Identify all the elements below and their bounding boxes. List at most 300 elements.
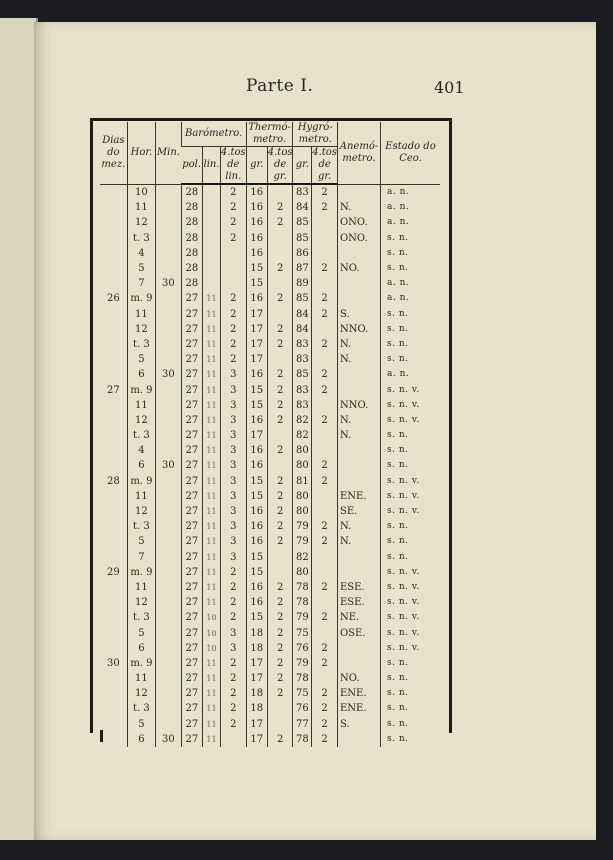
cell-min bbox=[156, 443, 182, 458]
cell-anemometro: ENE. bbox=[337, 489, 380, 504]
group-hygrometro: Hygró-metro. bbox=[293, 122, 337, 147]
cell-pol: 28 bbox=[181, 261, 202, 276]
col-therm-quartos: 4.tos de gr. bbox=[267, 147, 293, 182]
cell-hygro-quartos bbox=[312, 671, 338, 686]
cell-lin: 11 bbox=[203, 671, 221, 686]
cell-day bbox=[100, 398, 127, 413]
cell-lin: 10 bbox=[203, 625, 221, 640]
cell-quartos-lin: 2 bbox=[220, 200, 246, 215]
cell-hygro-gr: 80 bbox=[293, 504, 312, 519]
cell-estado: s. n. bbox=[381, 534, 441, 549]
cell-day: 30 bbox=[106, 657, 120, 669]
cell-min: 30 bbox=[156, 732, 182, 747]
cell-hour: t. 3 bbox=[127, 428, 155, 443]
cell-anemometro: SE. bbox=[337, 504, 380, 519]
cell-day bbox=[100, 443, 127, 458]
cell-pol: 27 bbox=[181, 625, 202, 640]
cell-pol: 27 bbox=[181, 413, 202, 428]
cell-hygro-quartos: 2 bbox=[312, 701, 338, 716]
cell-min: 30 bbox=[156, 458, 182, 473]
cell-lin: 11 bbox=[203, 504, 221, 519]
table-row bbox=[100, 276, 440, 291]
cell-lin: 10 bbox=[203, 641, 221, 656]
cell-estado: s. n. v. bbox=[381, 413, 441, 428]
cell-hour: 11 bbox=[127, 671, 155, 686]
cell-min bbox=[156, 261, 182, 276]
cell-day bbox=[100, 580, 127, 595]
page-number: 401 bbox=[434, 78, 465, 97]
cell-pol: 27 bbox=[181, 656, 202, 671]
cell-min bbox=[156, 474, 182, 489]
cell-therm-gr: 15 bbox=[246, 382, 267, 397]
col-pol: pol. bbox=[181, 147, 202, 185]
cell-hygro-quartos: 2 bbox=[312, 413, 338, 428]
cell-hygro-gr: 83 bbox=[293, 337, 312, 352]
table-row bbox=[100, 200, 440, 215]
cell-hygro-quartos: 2 bbox=[312, 717, 338, 732]
cell-therm-quartos: 2 bbox=[267, 215, 293, 230]
cell-hygro-gr: 84 bbox=[293, 322, 312, 337]
cell-pol: 27 bbox=[181, 474, 202, 489]
cell-lin: 11 bbox=[203, 291, 221, 306]
cell-estado: s. n. v. bbox=[381, 595, 441, 610]
cell-lin bbox=[203, 276, 221, 291]
cell-therm-quartos bbox=[267, 307, 293, 322]
cell-pol: 28 bbox=[181, 276, 202, 291]
cell-quartos-lin: 3 bbox=[220, 382, 246, 397]
cell-min bbox=[156, 717, 182, 732]
cell-quartos-lin: 2 bbox=[220, 215, 246, 230]
cell-hygro-quartos: 2 bbox=[312, 307, 338, 322]
cell-pol: 28 bbox=[181, 200, 202, 215]
cell-hour: 5 bbox=[127, 625, 155, 640]
table-row bbox=[100, 701, 440, 716]
cell-hygro-gr: 80 bbox=[293, 458, 312, 473]
cell-therm-gr: 16 bbox=[246, 215, 267, 230]
cell-therm-gr: 15 bbox=[246, 550, 267, 565]
cell-pol: 27 bbox=[181, 519, 202, 534]
cell-lin: 11 bbox=[203, 474, 221, 489]
cell-estado: s. n. bbox=[381, 717, 441, 732]
cell-min bbox=[156, 246, 182, 261]
cell-pol: 28 bbox=[181, 231, 202, 246]
book-page bbox=[34, 22, 596, 840]
cell-therm-quartos: 2 bbox=[267, 625, 293, 640]
cell-hygro-gr: 78 bbox=[293, 671, 312, 686]
cell-hour: 5 bbox=[127, 352, 155, 367]
cell-therm-quartos: 2 bbox=[267, 398, 293, 413]
cell-lin: 11 bbox=[203, 595, 221, 610]
cell-quartos-lin: 3 bbox=[220, 398, 246, 413]
table-row bbox=[100, 458, 440, 473]
cell-lin: 11 bbox=[203, 337, 221, 352]
cell-estado: s. n. bbox=[381, 443, 441, 458]
cell-therm-quartos bbox=[267, 550, 293, 565]
cell-estado: s. n. v. bbox=[381, 398, 441, 413]
cell-hygro-gr: 79 bbox=[293, 610, 312, 625]
cell-day bbox=[100, 489, 127, 504]
cell-anemometro: N. bbox=[337, 200, 380, 215]
cell-day bbox=[100, 322, 127, 337]
cell-quartos-lin: 2 bbox=[220, 595, 246, 610]
col-dias: Dias do mez. bbox=[100, 122, 127, 184]
cell-hygro-quartos: 2 bbox=[312, 580, 338, 595]
cell-lin: 11 bbox=[203, 322, 221, 337]
cell-pol: 27 bbox=[181, 732, 202, 747]
cell-day bbox=[100, 519, 127, 534]
table-row bbox=[100, 246, 440, 261]
cell-hygro-quartos: 2 bbox=[312, 382, 338, 397]
cell-min bbox=[156, 428, 182, 443]
cell-quartos-lin: 3 bbox=[220, 443, 246, 458]
cell-hygro-gr: 80 bbox=[293, 443, 312, 458]
cell-anemometro bbox=[337, 565, 380, 580]
cell-estado: s. n. bbox=[381, 307, 441, 322]
cell-therm-gr: 15 bbox=[246, 276, 267, 291]
cell-hygro-quartos bbox=[312, 489, 338, 504]
cell-therm-quartos: 2 bbox=[267, 519, 293, 534]
cell-estado: s. n. bbox=[381, 322, 441, 337]
table-row bbox=[100, 717, 440, 732]
cell-pol: 28 bbox=[181, 215, 202, 230]
cell-hour: m. 9 bbox=[127, 656, 155, 671]
cell-min bbox=[156, 504, 182, 519]
cell-min bbox=[156, 686, 182, 701]
cell-min bbox=[156, 550, 182, 565]
cell-pol: 27 bbox=[181, 398, 202, 413]
cell-hygro-quartos: 2 bbox=[312, 610, 338, 625]
cell-pol: 27 bbox=[181, 489, 202, 504]
cell-day bbox=[100, 717, 127, 732]
cell-hygro-gr: 78 bbox=[293, 595, 312, 610]
cell-hygro-gr: 80 bbox=[293, 565, 312, 580]
cell-therm-quartos: 2 bbox=[267, 322, 293, 337]
cell-min bbox=[156, 701, 182, 716]
cell-therm-gr: 15 bbox=[246, 489, 267, 504]
table-row bbox=[100, 231, 440, 246]
cell-quartos-lin: 2 bbox=[220, 337, 246, 352]
table-body bbox=[100, 184, 440, 747]
table-row bbox=[100, 671, 440, 686]
cell-quartos-lin: 3 bbox=[220, 458, 246, 473]
cell-therm-quartos bbox=[267, 352, 293, 367]
cell-estado: s. n. v. bbox=[381, 504, 441, 519]
cell-min bbox=[156, 580, 182, 595]
cell-lin: 10 bbox=[203, 610, 221, 625]
cell-therm-quartos: 2 bbox=[267, 261, 293, 276]
cell-pol: 27 bbox=[181, 717, 202, 732]
cell-lin bbox=[203, 184, 221, 200]
cell-min bbox=[156, 519, 182, 534]
cell-hygro-quartos: 2 bbox=[312, 291, 338, 306]
cell-lin bbox=[203, 200, 221, 215]
cell-therm-quartos: 2 bbox=[267, 367, 293, 382]
cell-anemometro: NE. bbox=[337, 610, 380, 625]
cell-hygro-gr: 85 bbox=[293, 367, 312, 382]
cell-quartos-lin: 3 bbox=[220, 367, 246, 382]
cell-therm-gr: 17 bbox=[246, 717, 267, 732]
cell-day bbox=[100, 641, 127, 656]
cell-day bbox=[100, 337, 127, 352]
cell-therm-quartos bbox=[267, 565, 293, 580]
cell-lin: 11 bbox=[203, 382, 221, 397]
cell-estado: s. n. v. bbox=[381, 641, 441, 656]
cell-hygro-gr: 76 bbox=[293, 701, 312, 716]
cell-estado: s. n. v. bbox=[381, 610, 441, 625]
table-row bbox=[100, 184, 440, 200]
cell-hour: m. 9 bbox=[127, 291, 155, 306]
cell-day bbox=[100, 732, 127, 747]
cell-therm-gr: 17 bbox=[246, 322, 267, 337]
cell-hygro-quartos bbox=[312, 231, 338, 246]
cell-estado: s. n. v. bbox=[381, 489, 441, 504]
cell-quartos-lin: 2 bbox=[220, 671, 246, 686]
cell-therm-gr: 17 bbox=[246, 337, 267, 352]
cell-pol: 27 bbox=[181, 595, 202, 610]
cell-hour: 11 bbox=[127, 398, 155, 413]
cell-day bbox=[100, 200, 127, 215]
cell-day bbox=[100, 184, 127, 200]
cell-anemometro: N. bbox=[337, 337, 380, 352]
cell-therm-quartos: 2 bbox=[267, 580, 293, 595]
cell-day bbox=[100, 686, 127, 701]
cell-hour: 7 bbox=[127, 276, 155, 291]
cell-anemometro bbox=[337, 474, 380, 489]
cell-quartos-lin bbox=[220, 261, 246, 276]
cell-min bbox=[156, 352, 182, 367]
cell-therm-quartos: 2 bbox=[267, 413, 293, 428]
cell-hygro-gr: 75 bbox=[293, 625, 312, 640]
cell-lin: 11 bbox=[203, 443, 221, 458]
cell-quartos-lin: 3 bbox=[220, 550, 246, 565]
cell-hygro-quartos bbox=[312, 215, 338, 230]
cell-estado: a. n. bbox=[381, 367, 441, 382]
cell-min bbox=[156, 291, 182, 306]
cell-day bbox=[100, 625, 127, 640]
cell-lin bbox=[203, 231, 221, 246]
table-row bbox=[100, 428, 440, 443]
cell-estado: s. n. bbox=[381, 352, 441, 367]
cell-therm-gr: 16 bbox=[246, 413, 267, 428]
cell-estado: s. n. bbox=[381, 656, 441, 671]
cell-day: 27 bbox=[106, 384, 120, 396]
table-row bbox=[100, 565, 440, 580]
cell-quartos-lin: 2 bbox=[220, 656, 246, 671]
cell-anemometro: N. bbox=[337, 352, 380, 367]
table-row bbox=[100, 474, 440, 489]
cell-hour: 12 bbox=[127, 686, 155, 701]
cell-anemometro: ESE. bbox=[337, 595, 380, 610]
cell-therm-gr: 18 bbox=[246, 701, 267, 716]
cell-estado: s. n. bbox=[381, 519, 441, 534]
cell-pol: 27 bbox=[181, 701, 202, 716]
col-lin: lin. bbox=[203, 147, 221, 185]
cell-hygro-quartos: 2 bbox=[312, 458, 338, 473]
cell-lin: 11 bbox=[203, 656, 221, 671]
cell-hygro-gr: 82 bbox=[293, 428, 312, 443]
cell-quartos-lin: 3 bbox=[220, 474, 246, 489]
cell-day bbox=[100, 550, 127, 565]
cell-anemometro bbox=[337, 246, 380, 261]
cell-therm-gr: 16 bbox=[246, 231, 267, 246]
cell-anemometro bbox=[337, 641, 380, 656]
cell-pol: 27 bbox=[181, 671, 202, 686]
cell-pol: 27 bbox=[181, 565, 202, 580]
cell-therm-quartos: 2 bbox=[267, 443, 293, 458]
cell-lin bbox=[203, 261, 221, 276]
cell-quartos-lin: 3 bbox=[220, 534, 246, 549]
cell-min bbox=[156, 200, 182, 215]
cell-anemometro: ONO. bbox=[337, 215, 380, 230]
cell-anemometro: NNO. bbox=[337, 398, 380, 413]
cell-pol: 27 bbox=[181, 307, 202, 322]
cell-hygro-quartos bbox=[312, 246, 338, 261]
cell-min bbox=[156, 534, 182, 549]
table-row bbox=[100, 443, 440, 458]
cell-hygro-quartos: 2 bbox=[312, 261, 338, 276]
cell-hygro-gr: 86 bbox=[293, 246, 312, 261]
cell-pol: 27 bbox=[181, 458, 202, 473]
table-row bbox=[100, 261, 440, 276]
cell-estado: s. n. v. bbox=[381, 625, 441, 640]
cell-therm-quartos bbox=[267, 246, 293, 261]
table-row bbox=[100, 337, 440, 352]
table-row bbox=[100, 641, 440, 656]
cell-lin: 11 bbox=[203, 367, 221, 382]
col-quartos-lin: 4.tos de lin. bbox=[220, 147, 246, 182]
cell-hygro-quartos bbox=[312, 322, 338, 337]
table-row bbox=[100, 595, 440, 610]
cell-day bbox=[100, 671, 127, 686]
cell-hygro-quartos: 2 bbox=[312, 474, 338, 489]
cell-quartos-lin: 2 bbox=[220, 184, 246, 200]
cell-estado: s. n. bbox=[381, 732, 441, 747]
cell-day bbox=[100, 595, 127, 610]
cell-lin: 11 bbox=[203, 398, 221, 413]
cell-therm-quartos bbox=[267, 701, 293, 716]
cell-quartos-lin: 3 bbox=[220, 641, 246, 656]
cell-day bbox=[100, 215, 127, 230]
cell-therm-gr: 16 bbox=[246, 519, 267, 534]
cell-quartos-lin: 2 bbox=[220, 352, 246, 367]
cell-hour: t. 3 bbox=[127, 610, 155, 625]
cell-hygro-quartos bbox=[312, 565, 338, 580]
cell-min bbox=[156, 489, 182, 504]
cell-hygro-gr: 75 bbox=[293, 686, 312, 701]
cell-hygro-quartos: 2 bbox=[312, 732, 338, 747]
cell-lin bbox=[203, 215, 221, 230]
cell-hygro-quartos: 2 bbox=[312, 337, 338, 352]
page-title: Parte I. bbox=[246, 76, 314, 96]
cell-therm-gr: 16 bbox=[246, 184, 267, 200]
cell-estado: s. n. v. bbox=[381, 474, 441, 489]
cell-therm-gr: 16 bbox=[246, 291, 267, 306]
cell-hygro-gr: 83 bbox=[293, 398, 312, 413]
cell-lin: 11 bbox=[203, 717, 221, 732]
cell-therm-gr: 16 bbox=[246, 595, 267, 610]
left-page-edge bbox=[0, 18, 38, 840]
cell-anemometro bbox=[337, 291, 380, 306]
table-row bbox=[100, 656, 440, 671]
cell-pol: 28 bbox=[181, 184, 202, 200]
cell-min bbox=[156, 231, 182, 246]
cell-hour: m. 9 bbox=[127, 382, 155, 397]
cell-day bbox=[100, 307, 127, 322]
cell-hygro-quartos: 2 bbox=[312, 534, 338, 549]
cell-therm-gr: 17 bbox=[246, 656, 267, 671]
cell-therm-quartos: 2 bbox=[267, 291, 293, 306]
cell-hour: 7 bbox=[127, 550, 155, 565]
cell-estado: a. n. bbox=[381, 276, 441, 291]
table-row bbox=[100, 489, 440, 504]
cell-anemometro bbox=[337, 458, 380, 473]
cell-day bbox=[100, 701, 127, 716]
cell-day bbox=[100, 352, 127, 367]
cell-anemometro bbox=[337, 367, 380, 382]
cell-anemometro: ONO. bbox=[337, 231, 380, 246]
cell-pol: 27 bbox=[181, 610, 202, 625]
cell-hour: 6 bbox=[127, 458, 155, 473]
cell-hygro-quartos bbox=[312, 398, 338, 413]
cell-day bbox=[100, 231, 127, 246]
cell-estado: s. n. bbox=[381, 701, 441, 716]
cell-hygro-quartos bbox=[312, 352, 338, 367]
cell-therm-gr: 15 bbox=[246, 398, 267, 413]
cell-therm-gr: 16 bbox=[246, 580, 267, 595]
cell-hour: t. 3 bbox=[127, 337, 155, 352]
cell-hour: 12 bbox=[127, 504, 155, 519]
cell-anemometro: N. bbox=[337, 428, 380, 443]
cell-anemometro: NO. bbox=[337, 671, 380, 686]
cell-hygro-gr: 77 bbox=[293, 717, 312, 732]
cell-anemometro bbox=[337, 656, 380, 671]
cell-day bbox=[100, 261, 127, 276]
cell-hour: 6 bbox=[127, 367, 155, 382]
cell-hour: 5 bbox=[127, 717, 155, 732]
table-row bbox=[100, 291, 440, 306]
cell-estado: s. n. bbox=[381, 231, 441, 246]
cell-anemometro: OSE. bbox=[337, 625, 380, 640]
cell-quartos-lin: 3 bbox=[220, 428, 246, 443]
cell-min: 30 bbox=[156, 367, 182, 382]
cell-day bbox=[100, 428, 127, 443]
cell-hygro-quartos: 2 bbox=[312, 200, 338, 215]
cell-day: 29 bbox=[106, 566, 120, 578]
cell-anemometro: NO. bbox=[337, 261, 380, 276]
cell-therm-quartos bbox=[267, 276, 293, 291]
cell-hygro-gr: 78 bbox=[293, 732, 312, 747]
cell-quartos-lin: 2 bbox=[220, 322, 246, 337]
cell-therm-gr: 15 bbox=[246, 565, 267, 580]
cell-estado: s. n. v. bbox=[381, 382, 441, 397]
col-therm-gr: gr. bbox=[246, 147, 267, 185]
cell-hygro-gr: 84 bbox=[293, 307, 312, 322]
cell-hygro-quartos bbox=[312, 428, 338, 443]
cell-hour: 12 bbox=[127, 322, 155, 337]
cell-therm-gr: 17 bbox=[246, 352, 267, 367]
cell-min bbox=[156, 215, 182, 230]
cell-pol: 27 bbox=[181, 641, 202, 656]
cell-hygro-gr: 82 bbox=[293, 413, 312, 428]
cell-lin: 11 bbox=[203, 580, 221, 595]
cell-estado: s. n. bbox=[381, 671, 441, 686]
cell-day bbox=[100, 367, 127, 382]
cell-min bbox=[156, 595, 182, 610]
cell-hygro-gr: 76 bbox=[293, 641, 312, 656]
cell-estado: s. n. bbox=[381, 458, 441, 473]
cell-quartos-lin: 2 bbox=[220, 701, 246, 716]
cell-hygro-quartos bbox=[312, 550, 338, 565]
